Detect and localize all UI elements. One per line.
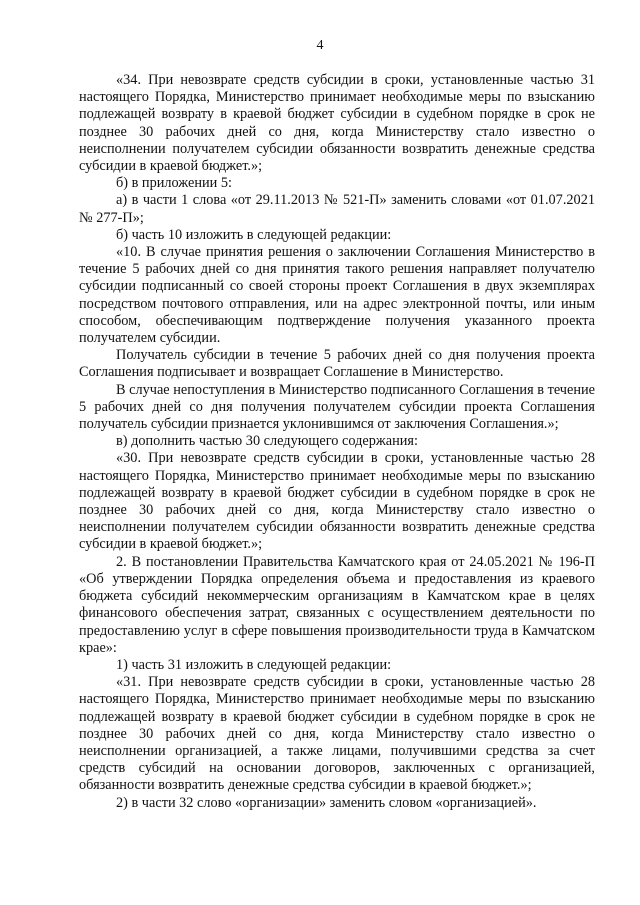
paragraph-clause-30: «30. При невозврате средств субсидии в сроки, установленные частью 28 настоящего Порядка, Министерство принимает необходимые меры по взысканию подлежащей возврату в краевой бюджет субсидии в судебном порядке в срок не позднее 30 рабочих дней со дня, когда Министерству стало известно о неисполнении получателем субсидии обязанности возвратить денежные средства субсидии в краевой бюджет.»; [79,450,595,553]
paragraph-part-10-intro: б) часть 10 изложить в следующей редакции: [116,226,392,243]
paragraph-part-30-intro: в) дополнить частью 30 следующего содержания: [116,433,418,450]
paragraph-appendix-5: б) в приложении 5: [116,175,232,192]
page-number: 4 [316,38,324,53]
paragraph-part-32-amendment: 2) в части 32 слово «организации» заменить словом «организацией». [116,794,537,811]
paragraph-clause-31: «31. При невозврате средств субсидии в сроки, установленные частью 28 настоящего Порядка, Министерство принимает необходимые меры по взысканию подлежащей возврату в краевой бюджет субсидии в судебном порядке в срок не позднее 30 рабочих дней со дня, когда Министерству стало известно о неисполнении организацией, а также лицами, получившими средства за счет средств субсидий на основании договоров, заключенных с организацией, обязанности возвратить денежные средства субсидии в краевой бюджет.»; [79,674,595,794]
paragraph-resolution-196: 2. В постановлении Правительства Камчатского края от 24.05.2021 № 196-П «Об утверждении Порядка определения объема и предоставления из краевого бюджета субсидий некоммерческим организациям в Камчатском крае в целях финансового обеспечения затрат, связанных с осуществлением деятельности по предоставлению услуг в сфере повышения производительности труда в Камчатском крае»: [79,553,595,656]
paragraph-part-31-intro: 1) часть 31 изложить в следующей редакции: [116,656,392,673]
paragraph-clause-10: «10. В случае принятия решения о заключении Соглашения Министерство в течение 5 рабочих дней со дня принятия такого решения направляет получателю субсидии подписанный со своей стороны проект Соглашения в двух экземплярах посредством почтового отправления, или на адрес электронной почты, или иным способом, обеспечивающим подтверждение получения указанного проекта получателем субсидии. [79,244,595,347]
paragraph-non-receipt: В случае непоступления в Министерство подписанного Соглашения в течение 5 рабочих дней со дня получения получателем субсидии проекта Соглашения получатель субсидии признается уклонившимся от заключения Соглашения.»; [79,381,595,433]
paragraph-part-1-amendment: а) в части 1 слова «от 29.11.2013 № 521-П» заменить словами «от 01.07.2021 № 277-П»; [79,192,595,226]
document-body [79,72,595,812]
paragraph-recipient-signing: Получатель субсидии в течение 5 рабочих дней со дня получения проекта Соглашения подписывает и возвращает Соглашение в Министерство. [79,347,595,381]
paragraph-clause-34: «34. При невозврате средств субсидии в сроки, установленные частью 31 настоящего Порядка, Министерство принимает необходимые меры по взысканию подлежащей возврату в краевой бюджет субсидии в судебном порядке в срок не позднее 30 рабочих дней со дня, когда Министерству стало известно о неисполнении получателем субсидии обязанности возвратить денежные средства субсидии в краевой бюджет.»; [79,72,595,175]
